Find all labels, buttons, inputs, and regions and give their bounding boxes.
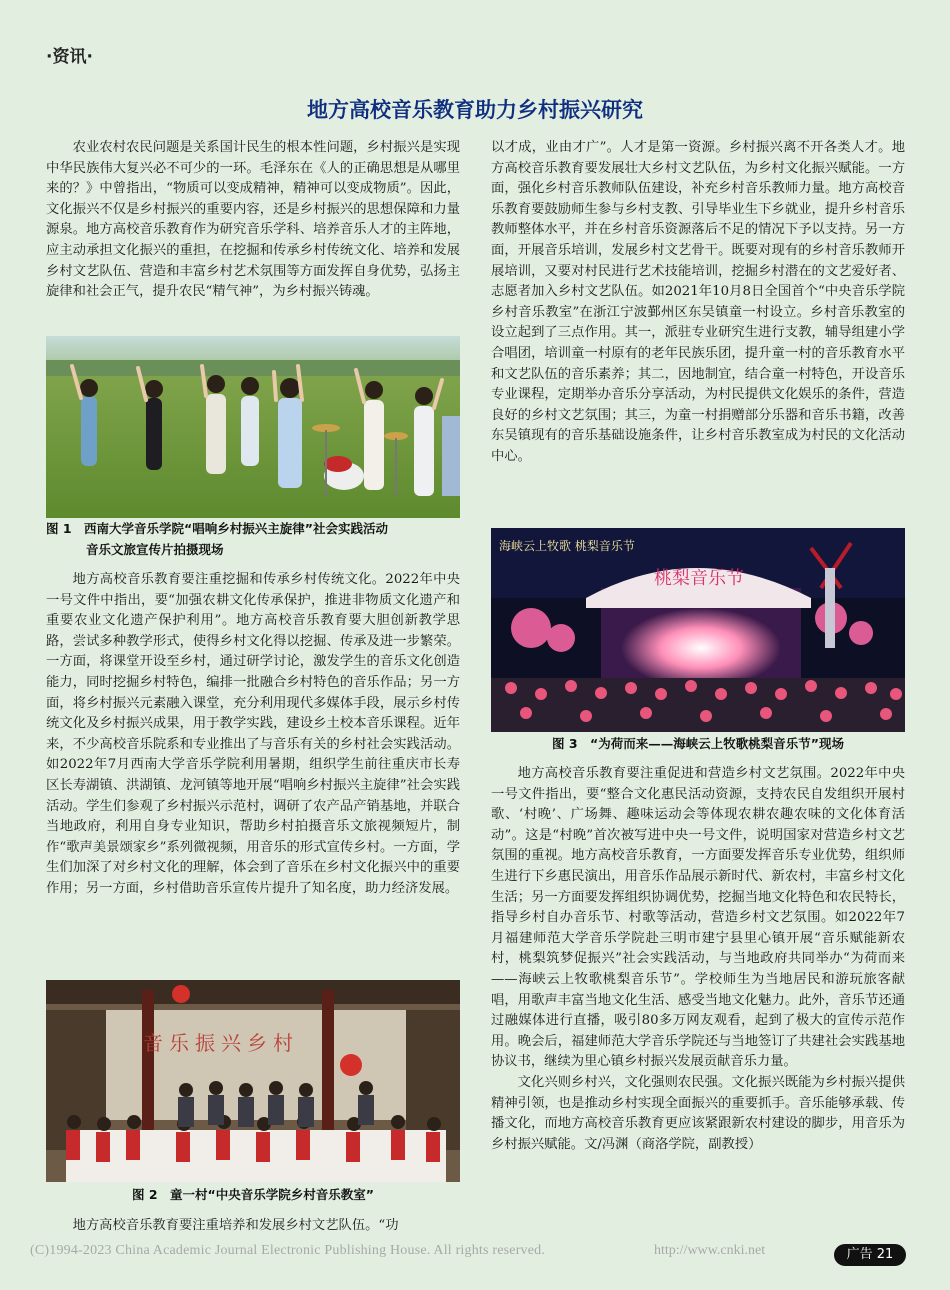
- figure-1-caption: [46, 518, 460, 560]
- article-title: 地方高校音乐教育助力乡村振兴研究: [307, 98, 643, 122]
- paragraph-traditional-culture: 地方高校音乐教育要注重挖掘和传承乡村传统文化。2022年中央一号文件中指出，要“加强农耕文化传承保护，推进非物质文化遗产和重要农业文化遗产保护利用”。地方高校音乐教育要大胆创新教学思路，尝试多种教学形式，使得乡村文化得以挖掘、传承及进一步繁荣。一方面，将课堂开设至乡村，通过研学讨论，激发学生的音乐文化创造能力，同时挖掘乡村特色，编排一批融合乡村特色的音乐作品；另一方面，将乡村振兴元素融入课堂，充分利用现代多媒体手段，展示乡村传统文化及乡村振兴成果，用于教学实践，建设乡土校本音乐课程。近年来，不少高校音乐院系和专业推出了与音乐有关的乡村社会实践活动。如2022年7月西南大学音乐学院利用暑期，组织学生前往重庆市长寿区长寿湖镇、洪湖镇、龙河镇等地开展“唱响乡村振兴主旋律”社会实践活动。学生们参观了乡村振兴示范村，调研了农产品产销基地，并联合当地政府，利用自身专业知识，帮助乡村拍摄音乐文旅视频短片，制作“歌声美景颂家乡”系列微视频，用音乐的形式宣传乡村。一方面，学生们加深了对乡村文化的理解，体会到了音乐在乡村文化振兴中的重要作用；另一方面，乡村借助音乐宣传片提升了知名度，助力经济发展。: [46, 572, 460, 896]
- paragraph-atmosphere: 地方高校音乐教育要注重促进和营造乡村文艺氛围。2022年中央一号文件指出，要“整合文化惠民活动资源，支持农民自发组织开展村歌、‘村晚’、广场舞、趣味运动会等体现农耕农趣农味的文化体育活动”。这是“村晚”首次被写进中央一号文件，说明国家对营造乡村文艺氛围的重视。地方高校音乐教育，一方面要发挥音乐专业优势，组织师生进行下乡惠民演出，用音乐作品展示新时代、新农村，丰富乡村文化生活；另一方面要发挥组织协调优势，挖掘当地文化特色和农民特长，指导乡村自办音乐节、村歌等活动，营造乡村文艺氛围。如2022年7月福建师范大学音乐学院赴三明市建宁县里心镇开展“音乐赋能新农村，桃梨筑梦促振兴”社会实践活动，与当地政府共同举办“为荷而来——海峡云上牧歌桃梨音乐节”。学校师生为当地居民和游玩旅客献唱，用歌声丰富当地文化生活、感受当地文化魅力。此外，音乐节还通过融媒体进行直播，吸引80多万网友观看，起到了极大的宣传示范作用。晚会后，福建师范大学音乐学院还与当地签订了共建社会实践基地协议书，继续为里心镇乡村振兴发展贡献音乐力量。: [491, 766, 906, 1070]
- figure-3-sign-text: 桃梨音乐节: [654, 568, 744, 589]
- figure-3-corner-sign: 海峡云上牧歌 桃梨音乐节: [499, 539, 635, 553]
- figure-1-photo: [46, 336, 460, 518]
- left-column-top: [46, 138, 460, 303]
- left-column-bottom: [46, 1216, 460, 1237]
- right-column-top: [491, 138, 905, 468]
- section-tag: ·资讯·: [46, 47, 93, 67]
- left-column-middle: [46, 570, 460, 900]
- figure-1-caption-line-2: 音乐文旅宣传片拍摄现场: [86, 542, 224, 557]
- footer-copyright: (C)1994-2023 China Academic Journal Electronic Publishing House. All rights reserved.: [30, 1243, 546, 1258]
- footer-url-link[interactable]: http://www.cnki.net: [654, 1243, 766, 1258]
- figure-2-photo: [46, 980, 460, 1182]
- paragraph-talent-start: 地方高校音乐教育要注重培养和发展乡村文艺队伍。“功: [72, 1218, 399, 1233]
- figure-2-caption: 图 2 童一村“中央音乐学院乡村音乐教室”: [132, 1187, 374, 1202]
- figure-3-photo: [491, 528, 905, 732]
- figure-3-caption: 图 3 “为荷而来——海峡云上牧歌桃梨音乐节”现场: [552, 736, 844, 751]
- page-number-badge: 广告 21: [834, 1244, 906, 1266]
- right-column-bottom: [491, 764, 905, 1155]
- figure-1-caption-line-1: 图 1 西南大学音乐学院“唱响乡村振兴主旋律”社会实践活动: [46, 521, 388, 536]
- paragraph-talent-continued: 以才成，业由才广”。人才是第一资源。乡村振兴离不开各类人才。地方高校音乐教育要发展壮大乡村文艺队伍，为乡村文化振兴赋能。一方面，强化乡村音乐教师队伍建设，补充乡村音乐教师力量。地方高校音乐教育要鼓励师生参与乡村支教、引导毕业生下乡就业，提升乡村音乐教师整体水平，并在乡村音乐资源落后不足的情况下予以支持。另一方面，开展音乐培训，发展乡村文艺骨干。既要对现有的乡村音乐教师开展培训，又要对村民进行艺术技能培训，挖掘乡村潜在的文艺爱好者、志愿者加入乡村文艺队伍。如2021年10月8日全国首个“中央音乐学院乡村音乐教室”在浙江宁波鄞州区东吴镇童一村设立。乡村音乐教室的设立起到了三点作用。其一，派驻专业研究生进行支教，辅导组建小学合唱团，培训童一村原有的老年民族乐团，提升童一村的音乐教育水平和文艺队伍的音乐素养；其二，因地制宜，结合童一村特色，开设音乐专业课程，定期举办音乐分享活动，为村民提供文化娱乐的条件，营造良好的乡村文艺氛围；其三，为童一村捐赠部分乐器和音乐书籍，改善东吴镇现有的音乐基础设施条件，让乡村音乐教室成为村民的文化活动中心。: [491, 140, 905, 464]
- figure-2-sign-text: 音乐振兴乡村: [143, 1031, 299, 1055]
- paragraph-conclusion: 文化兴则乡村兴，文化强则农民强。文化振兴既能为乡村振兴提供精神引领，也是推动乡村实现全面振兴的重要抓手。音乐能够承载、传播文化，而地方高校音乐教育更应该紧跟新农村建设的脚步，用音乐为乡村振兴赋能。文/冯渊（商洛学院，副教授）: [491, 1074, 905, 1152]
- paragraph-intro: 农业农村农民问题是关系国计民生的根本性问题，乡村振兴是实现中华民族伟大复兴必不可少的一环。毛泽东在《人的正确思想是从哪里来的？》中曾指出，“物质可以变成精神，精神可以变成物质”。因此，文化振兴不仅是乡村振兴的重要内容，还是乡村振兴的思想保障和力量源泉。地方高校音乐教育作为研究音乐学科、培养音乐人才的主阵地，应主动承担文化振兴的重担，在挖掘和传承乡村传统文化、培养和发展乡村文艺队伍、营造和丰富乡村艺术氛围等方面发挥自身优势，弘扬主旋律和社会正气，提升农民“精气神”，为乡村振兴铸魂。: [46, 140, 460, 300]
